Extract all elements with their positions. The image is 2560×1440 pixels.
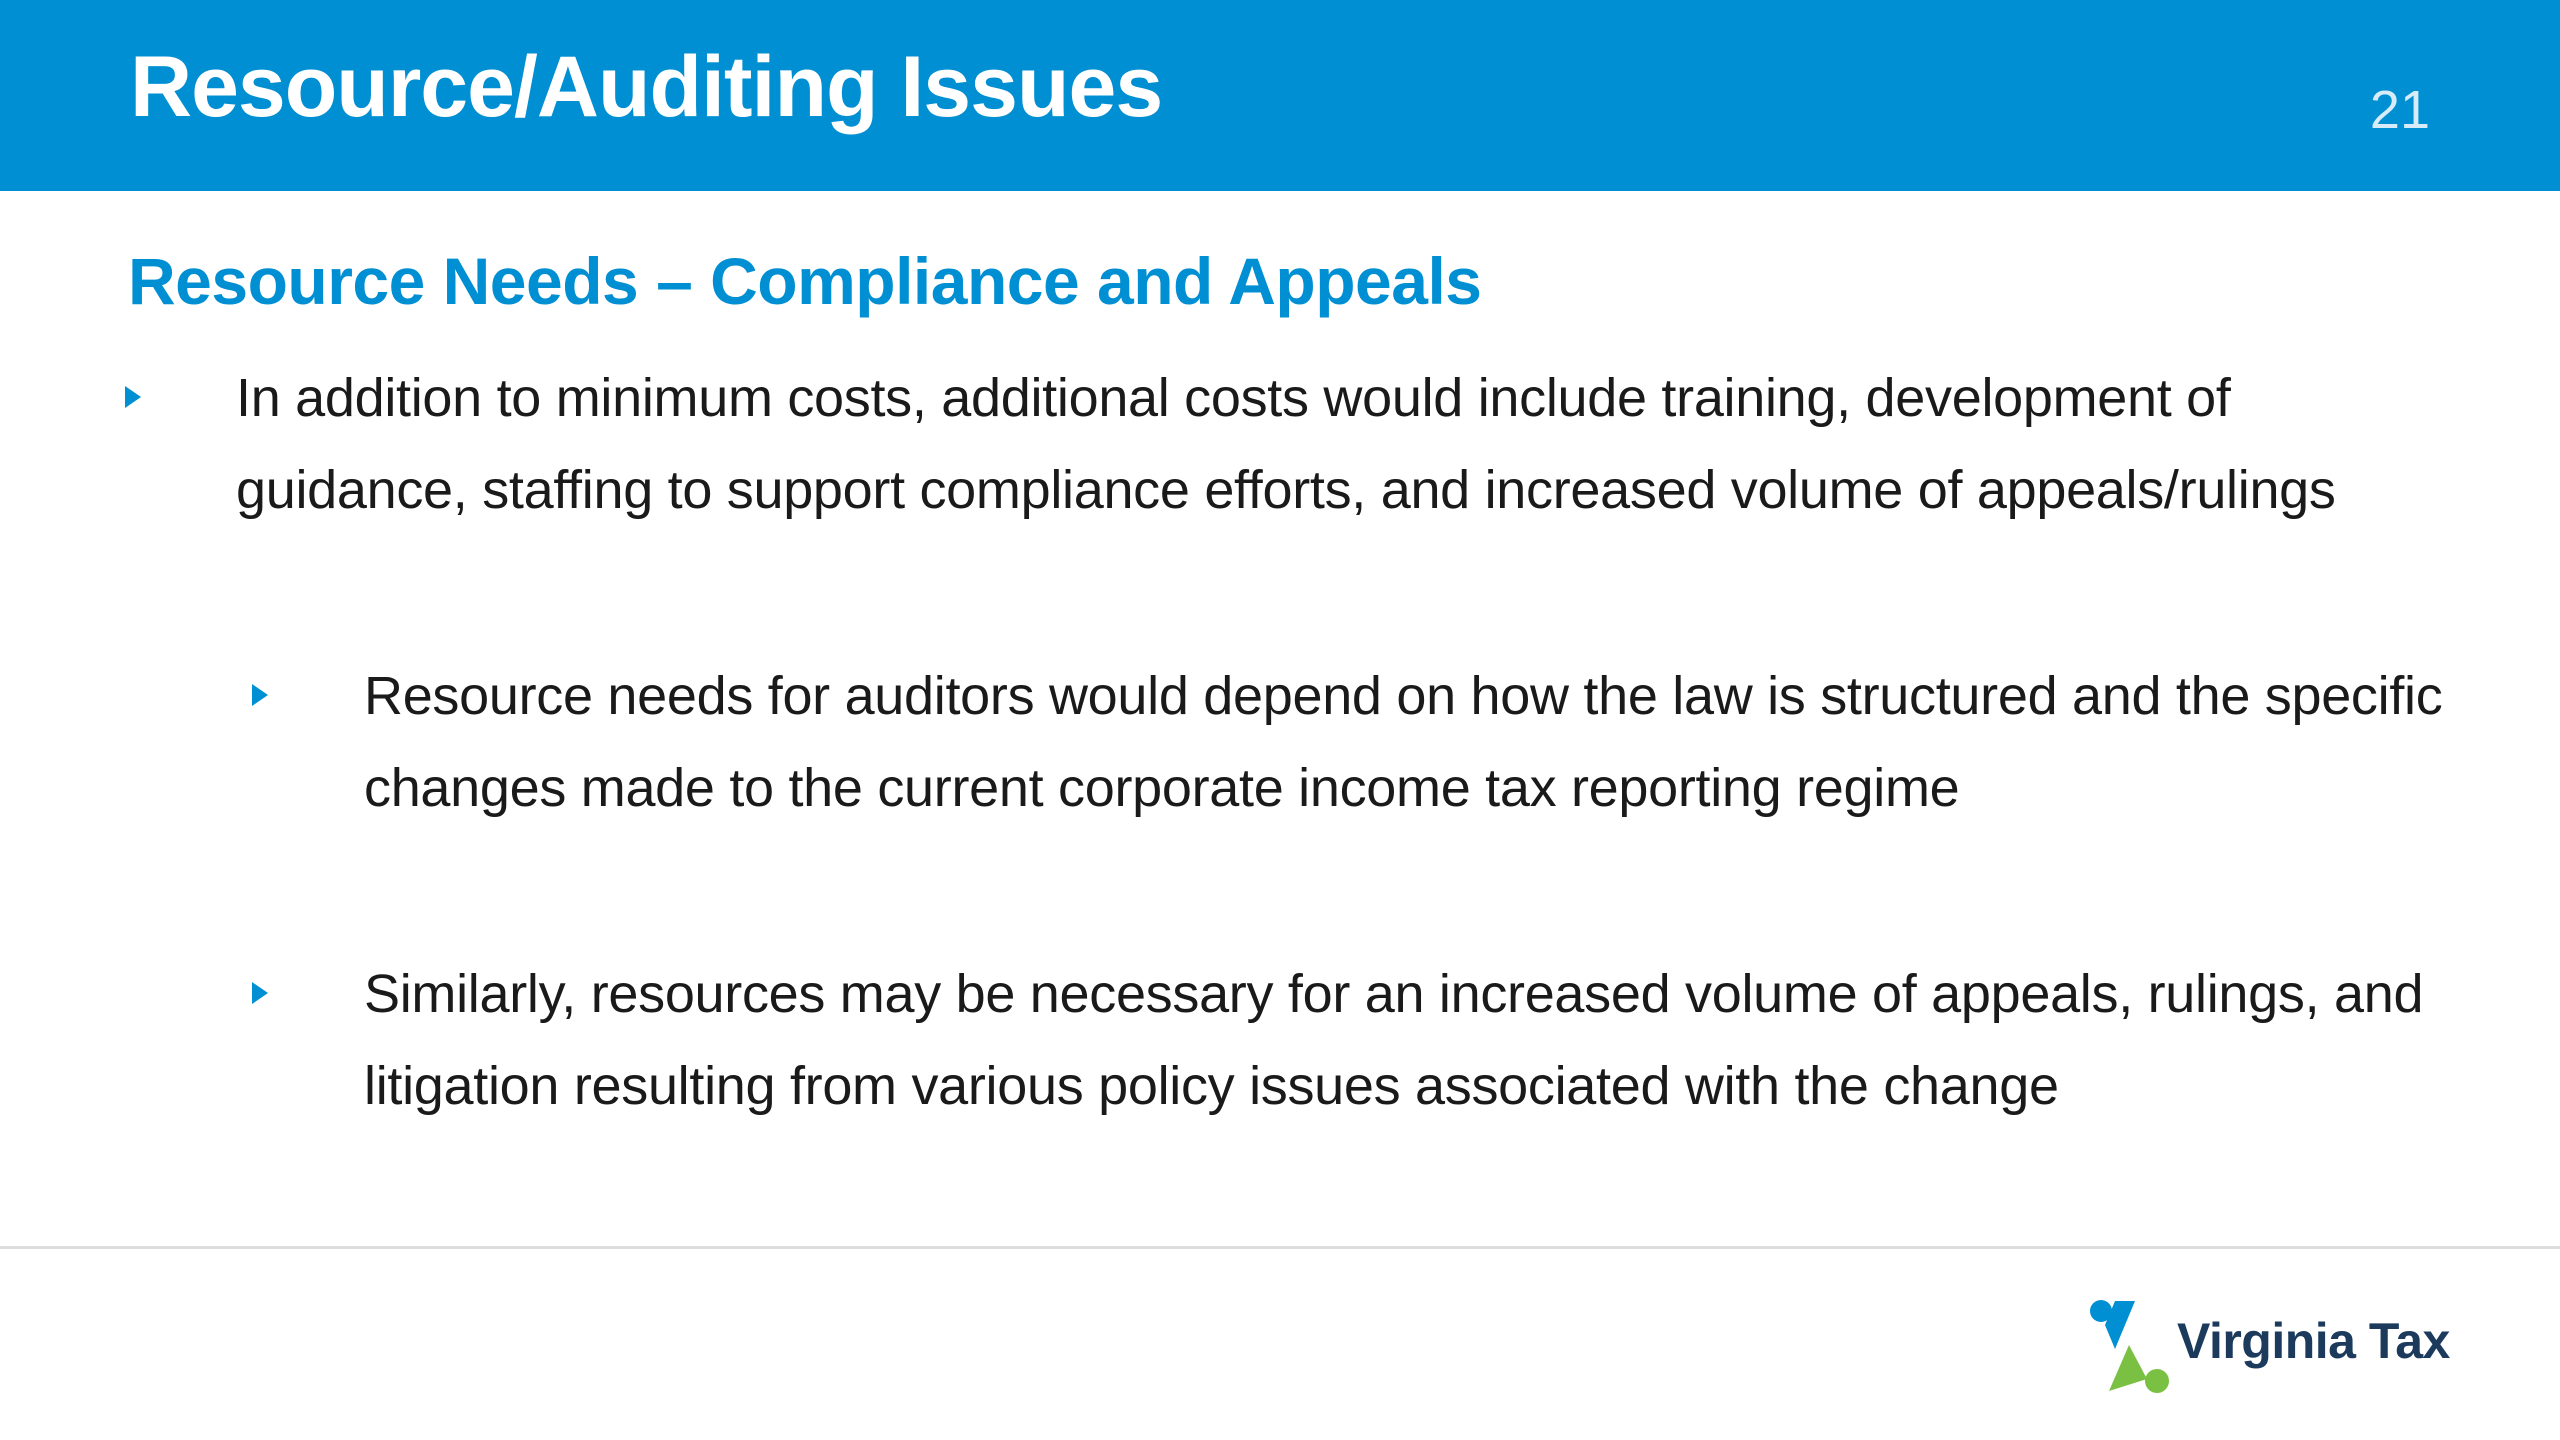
footer-divider [0, 1246, 2560, 1249]
virginia-tax-logo [2085, 1295, 2450, 1395]
bullet-item-level-1: In addition to minimum costs, additional costs would include training, development of guidance, staffing to support compliance efforts, and increased volume of appeals/rulings [236, 368, 2336, 520]
bullet-item-level-2: Similarly, resources may be necessary for an increased volume of appeals, rulings, and litigation resulting from various policy issues associated with the change [364, 964, 2424, 1116]
page-number: 21 [2369, 80, 2430, 140]
slide-title: Resource/Auditing Issues [130, 39, 1163, 135]
header-bar [0, 0, 2560, 191]
virginia-tax-logo-icon [2085, 1295, 2177, 1395]
bullet-triangle-icon [125, 386, 141, 408]
bullet-item-level-2: Resource needs for auditors would depend on how the law is structured and the specific changes made to the current corporate income tax reporting regime [364, 666, 2443, 818]
bullet-triangle-icon [252, 982, 268, 1004]
logo-text: Virginia Tax [2177, 1313, 2450, 1369]
section-subtitle: Resource Needs – Compliance and Appeals [128, 244, 1482, 318]
bullet-triangle-icon [252, 684, 268, 706]
